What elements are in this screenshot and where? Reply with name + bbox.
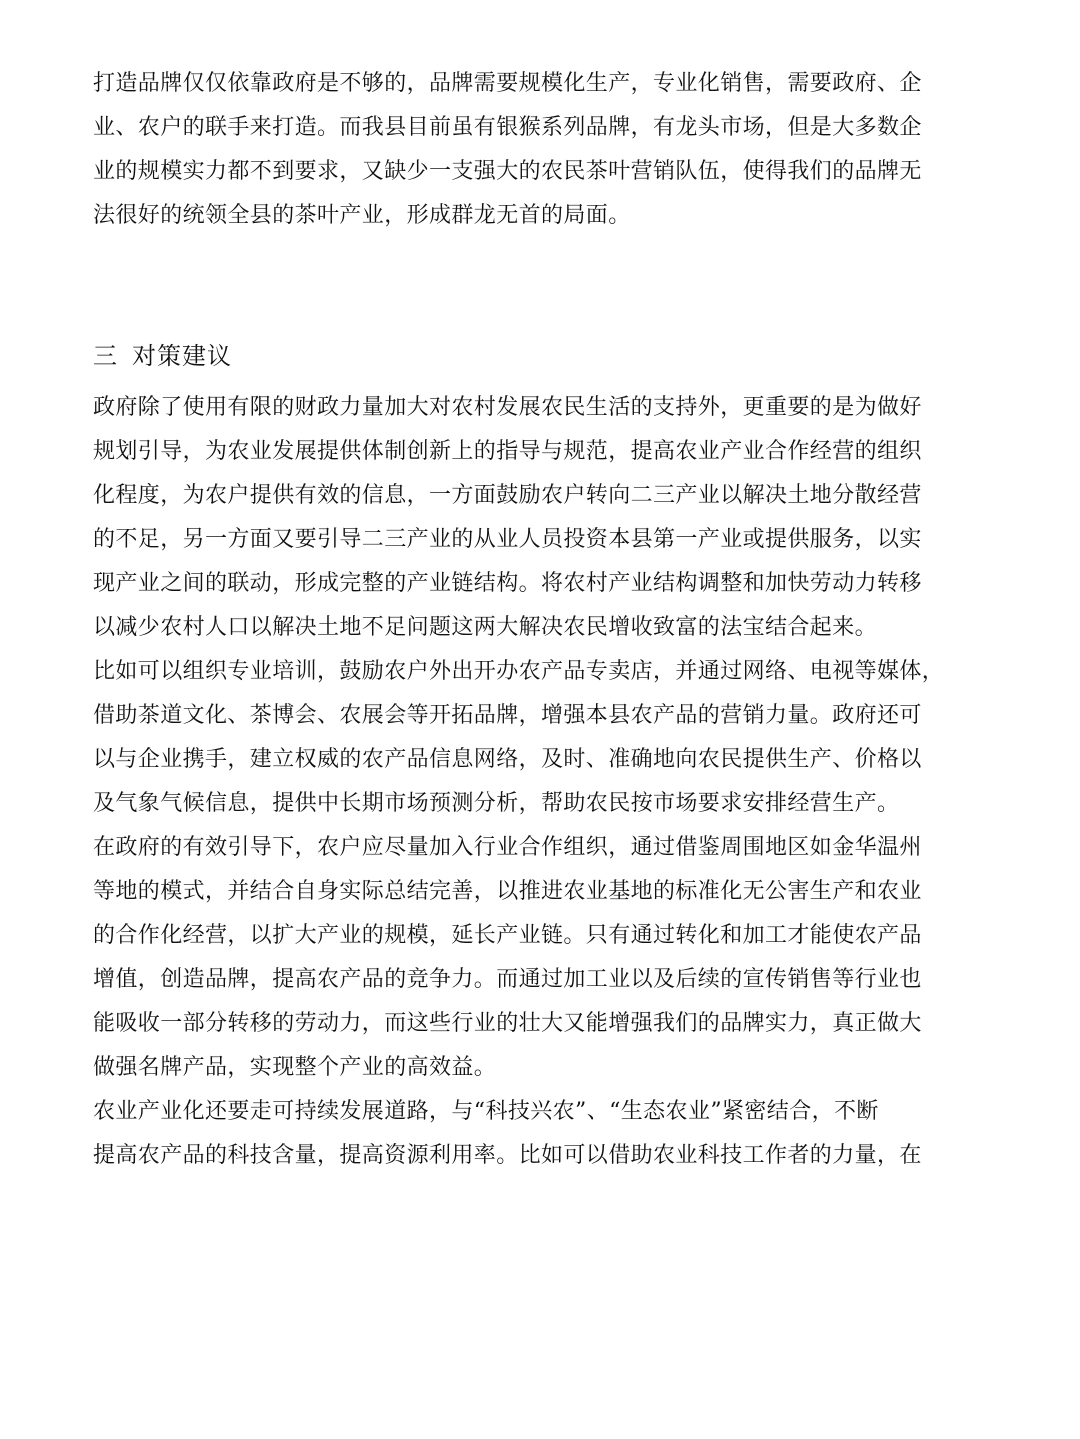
section-title: 对策建议 (132, 342, 232, 370)
paragraph-brand-building (93, 62, 989, 238)
text-line: 等地的模式，并结合自身实际总结完善，以推进农业基地的标准化无公害生产和农业 (93, 879, 922, 904)
text-line: 比如可以组织专业培训，鼓励农户外出开办农产品专卖店，并通过网络、电视等媒体， (93, 659, 945, 684)
text-line: 法很好的统领全县的茶叶产业，形成群龙无首的局面。 (93, 203, 631, 228)
paragraph-training-marketing (93, 650, 989, 826)
paragraph-government-guidance (93, 386, 989, 650)
text-line: 现产业之间的联动，形成完整的产业链结构。将农村产业结构调整和加快劳动力转移 (93, 571, 922, 596)
text-line: 规划引导，为农业发展提供体制创新上的指导与规范，提高农业产业合作经营的组织 (93, 439, 922, 464)
section-heading (93, 336, 232, 376)
text-line: 能吸收一部分转移的劳动力，而这些行业的壮大又能增强我们的品牌实力，真正做大 (93, 1011, 922, 1036)
paragraph-sustainable-development (93, 1090, 989, 1178)
text-line: 借助茶道文化、茶博会、农展会等开拓品牌，增强本县农产品的营销力量。政府还可 (93, 703, 922, 728)
text-line: 以减少农村人口以解决土地不足问题这两大解决农民增收致富的法宝结合起来。 (93, 615, 878, 640)
text-line: 增值，创造品牌，提高农产品的竞争力。而通过加工业以及后续的宣传销售等行业也 (93, 967, 922, 992)
paragraph-cooperation (93, 826, 989, 1090)
section-number: 三 (93, 342, 118, 370)
text-line: 及气象气候信息，提供中长期市场预测分析，帮助农民按市场要求安排经营生产。 (93, 791, 900, 816)
text-line: 业的规模实力都不到要求，又缺少一支强大的农民茶叶营销队伍，使得我们的品牌无 (93, 159, 922, 184)
text-line: 农业产业化还要走可持续发展道路，与“科技兴农”、“生态农业”紧密结合，不断 (93, 1099, 879, 1124)
text-line: 政府除了使用有限的财政力量加大对农村发展农民生活的支持外，更重要的是为做好 (93, 395, 922, 420)
text-line: 以与企业携手，建立权威的农产品信息网络，及时、准确地向农民提供生产、价格以 (93, 747, 922, 772)
text-line: 的不足，另一方面又要引导二三产业的从业人员投资本县第一产业或提供服务，以实 (93, 527, 922, 552)
text-line: 做强名牌产品，实现整个产业的高效益。 (93, 1055, 497, 1080)
text-line: 打造品牌仅仅依靠政府是不够的，品牌需要规模化生产，专业化销售，需要政府、企 (93, 71, 922, 96)
text-line: 化程度，为农户提供有效的信息，一方面鼓励农户转向二三产业以解决土地分散经营 (93, 483, 922, 508)
text-line: 提高农产品的科技含量，提高资源利用率。比如可以借助农业科技工作者的力量，在 (93, 1143, 922, 1168)
text-line: 业、农户的联手来打造。而我县目前虽有银猴系列品牌，有龙头市场，但是大多数企 (93, 115, 922, 140)
text-line: 的合作化经营，以扩大产业的规模，延长产业链。只有通过转化和加工才能使农产品 (93, 923, 922, 948)
text-line: 在政府的有效引导下，农户应尽量加入行业合作组织，通过借鉴周围地区如金华温州 (93, 835, 922, 860)
